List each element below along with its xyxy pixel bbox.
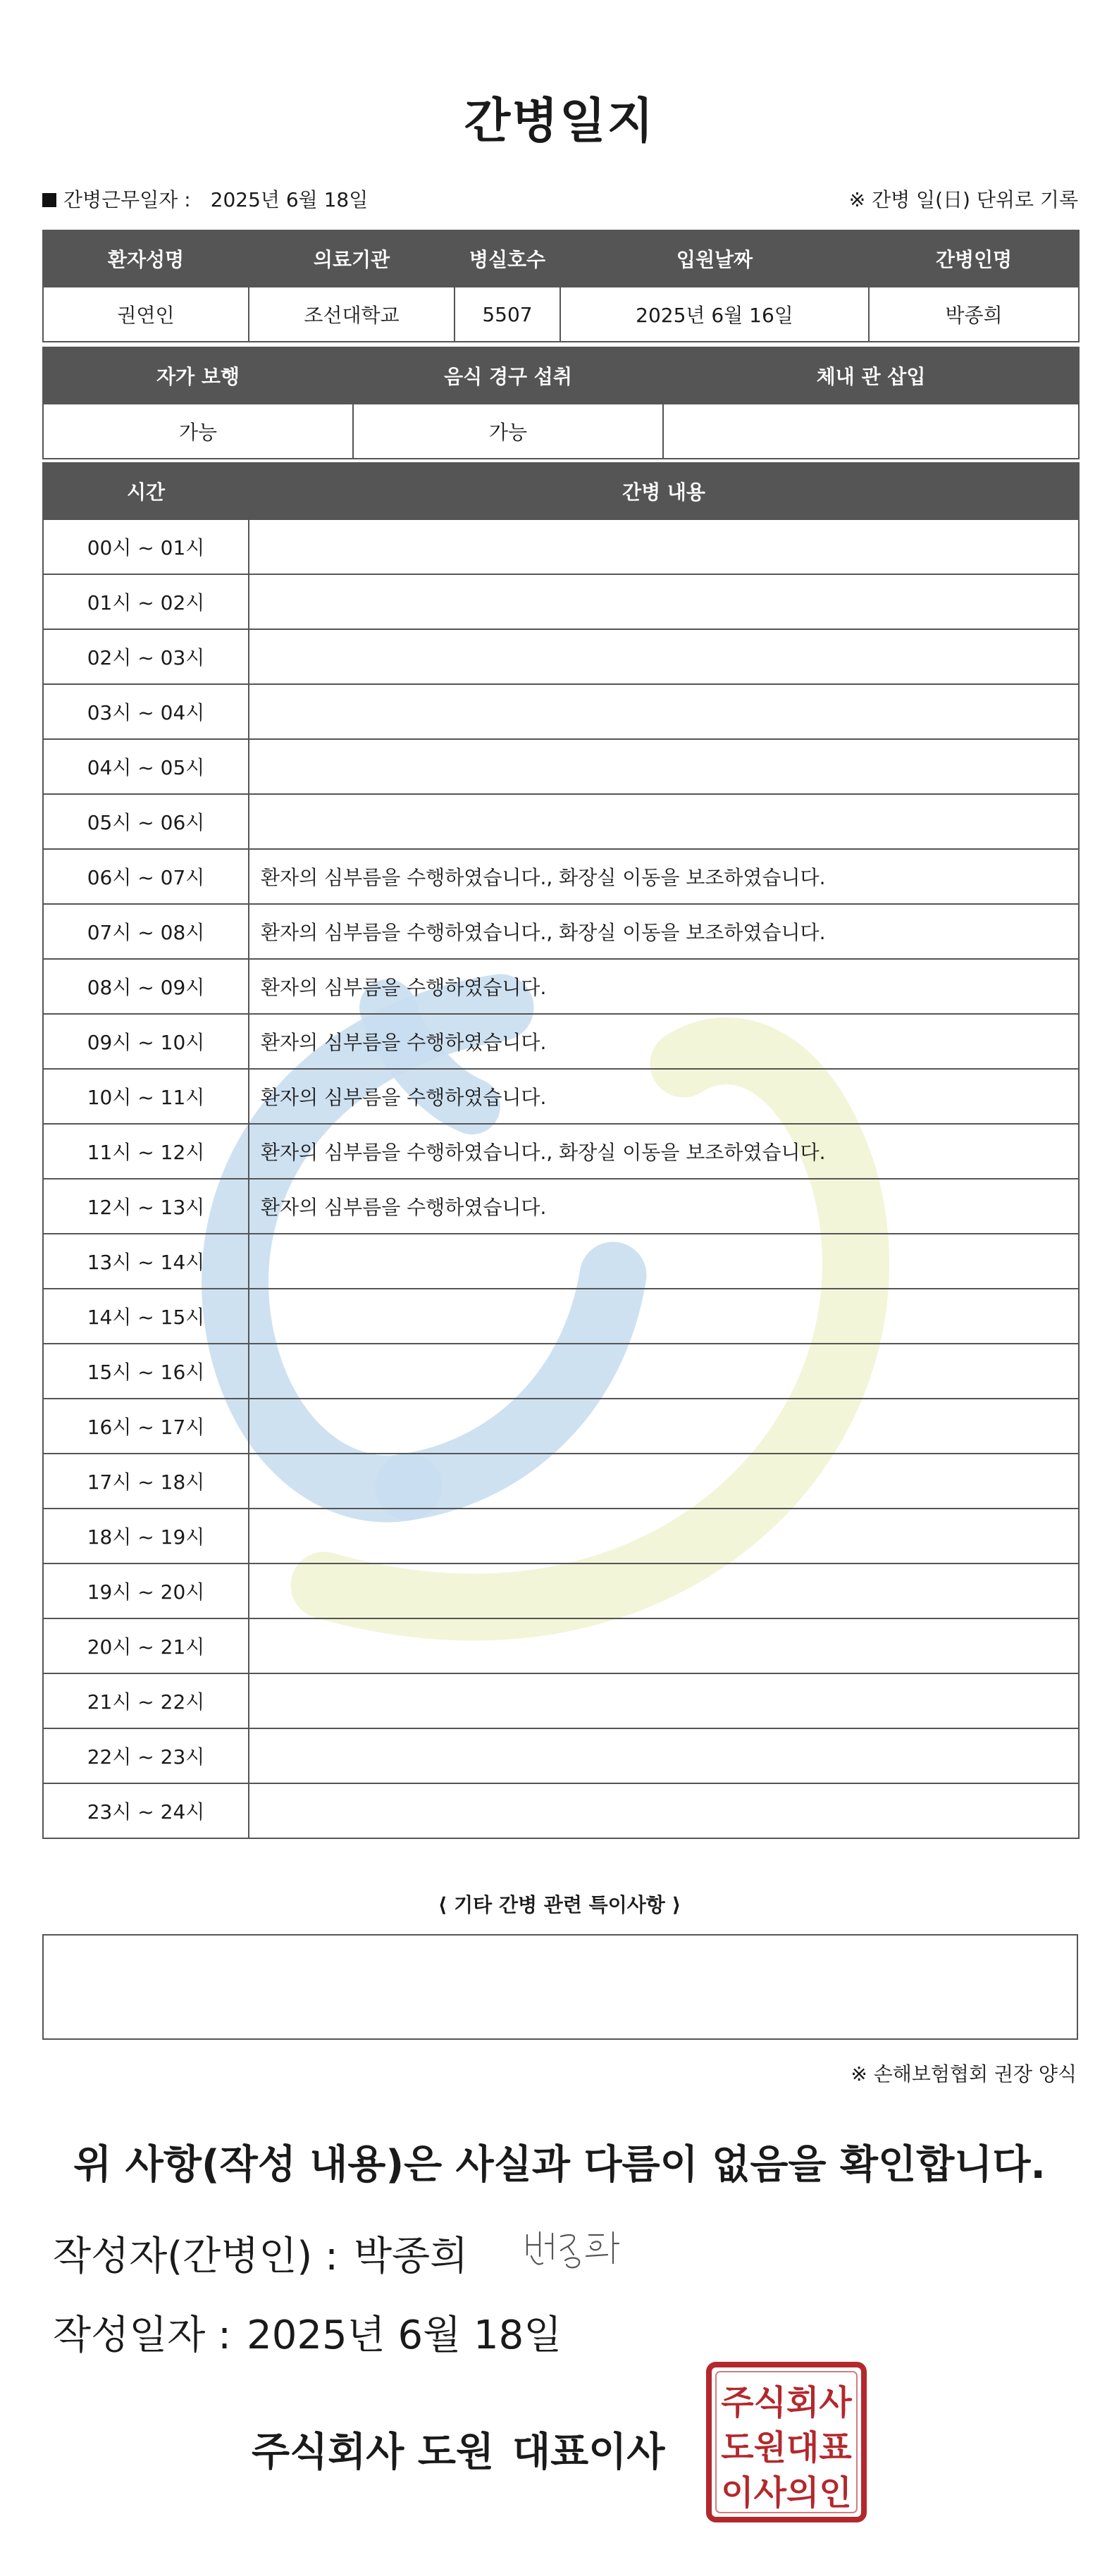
table-row <box>43 629 1079 684</box>
time-cell: 06시 ~ 07시 <box>43 849 249 904</box>
care-content-cell <box>249 684 1079 739</box>
writer-label: 작성자(간병인) : <box>53 2234 338 2279</box>
care-content-cell <box>249 1289 1079 1344</box>
care-content-cell: 환자의 심부름을 수행하였습니다. <box>249 1069 1079 1124</box>
table-row <box>43 1179 1079 1234</box>
time-cell: 03시 ~ 04시 <box>43 684 249 739</box>
time-cell: 17시 ~ 18시 <box>43 1454 249 1509</box>
table-row <box>43 1069 1079 1124</box>
header-tube-insertion: 체내 관 삽입 <box>663 347 1079 404</box>
company-name: 주식회사 도원 <box>252 2429 495 2475</box>
black-square-icon <box>42 193 56 207</box>
care-content-cell <box>249 519 1079 574</box>
time-cell: 01시 ~ 02시 <box>43 574 249 629</box>
care-content-cell <box>249 794 1079 849</box>
header-care-content: 간병 내용 <box>249 463 1079 519</box>
care-content-cell <box>249 1618 1079 1673</box>
care-content-cell <box>249 1344 1079 1399</box>
hospital-name: 조선대학교 <box>249 287 455 342</box>
time-cell: 19시 ~ 20시 <box>43 1563 249 1618</box>
table-row <box>43 1344 1079 1399</box>
header-time: 시간 <box>43 463 249 519</box>
care-content-cell: 환자의 심부름을 수행하였습니다., 화장실 이동을 보조하였습니다. <box>249 904 1079 959</box>
time-cell: 00시 ~ 01시 <box>43 519 249 574</box>
time-cell: 12시 ~ 13시 <box>43 1179 249 1234</box>
time-cell: 07시 ~ 08시 <box>43 904 249 959</box>
time-cell: 10시 ~ 11시 <box>43 1069 249 1124</box>
care-content-cell <box>249 1399 1079 1454</box>
time-cell: 14시 ~ 15시 <box>43 1289 249 1344</box>
table-row <box>43 1673 1079 1728</box>
table-row <box>43 1783 1079 1838</box>
header-patient-name: 환자성명 <box>43 230 249 287</box>
company-line <box>252 2421 664 2477</box>
table-row <box>43 1728 1079 1783</box>
care-content-cell <box>249 1509 1079 1563</box>
care-content-cell <box>249 1563 1079 1618</box>
seal-line-3: 이사의인 <box>721 2473 852 2513</box>
care-content-cell <box>249 1783 1079 1838</box>
table-row <box>43 1234 1079 1289</box>
write-date-value: 2025년 6월 18일 <box>247 2312 562 2358</box>
representative-title: 대표이사 <box>512 2429 665 2475</box>
notes-box <box>42 1934 1078 2040</box>
admission-date: 2025년 6월 16일 <box>560 287 869 342</box>
patient-table <box>42 230 1080 342</box>
care-content-cell <box>249 1673 1079 1728</box>
patient-name: 권연인 <box>43 287 249 342</box>
table-row <box>43 1509 1079 1563</box>
time-cell: 02시 ~ 03시 <box>43 629 249 684</box>
table-row <box>43 519 1079 574</box>
record-note: ※ 간병 일(日) 단위로 기록 <box>848 188 1078 211</box>
time-cell: 15시 ~ 16시 <box>43 1344 249 1399</box>
header-caregiver: 간병인명 <box>869 230 1079 287</box>
care-content-cell: 환자의 심부름을 수행하였습니다., 화장실 이동을 보조하였습니다. <box>249 849 1079 904</box>
caregiver-name: 박종희 <box>869 287 1079 342</box>
table-row <box>43 1399 1079 1454</box>
time-cell: 18시 ~ 19시 <box>43 1509 249 1563</box>
write-date-label: 작성일자 : <box>53 2312 232 2358</box>
header-admission-date: 입원날짜 <box>560 230 869 287</box>
document-title: 간병일지 <box>464 94 655 149</box>
time-cell: 20시 ~ 21시 <box>43 1618 249 1673</box>
writer-line <box>53 2225 468 2281</box>
notes-title: ⟨ 기타 간병 관련 특이사항 ⟩ <box>438 1893 681 1916</box>
oral-intake-value: 가능 <box>353 404 663 459</box>
care-content-cell <box>249 1728 1079 1783</box>
table-row <box>43 959 1079 1014</box>
care-content-cell <box>249 739 1079 794</box>
header-hospital: 의료기관 <box>249 230 455 287</box>
time-cell: 21시 ~ 22시 <box>43 1673 249 1728</box>
time-cell: 05시 ~ 06시 <box>43 794 249 849</box>
handwritten-signature <box>521 2219 634 2276</box>
seal-line-2: 도원대표 <box>721 2428 852 2467</box>
header-room: 병실호수 <box>455 230 560 287</box>
confirmation-statement: 위 사항(작성 내용)은 사실과 다름이 없음을 확인합니다. <box>73 2142 1046 2188</box>
work-date-label: 간병근무일자 : <box>63 188 191 211</box>
care-content-cell: 환자의 심부름을 수행하였습니다. <box>249 1179 1079 1234</box>
time-cell: 11시 ~ 12시 <box>43 1124 249 1179</box>
table-row <box>43 1618 1079 1673</box>
log-table-header-row <box>43 463 1079 519</box>
time-cell: 04시 ~ 05시 <box>43 739 249 794</box>
care-content-cell: 환자의 심부름을 수행하였습니다. <box>249 959 1079 1014</box>
room-number: 5507 <box>455 287 560 342</box>
care-content-cell: 환자의 심부름을 수행하였습니다., 화장실 이동을 보조하였습니다. <box>249 1124 1079 1179</box>
table-row <box>43 1563 1079 1618</box>
time-cell: 13시 ~ 14시 <box>43 1234 249 1289</box>
header-oral-intake: 음식 경구 섭취 <box>353 347 663 404</box>
table-row <box>43 904 1079 959</box>
care-content-cell <box>249 1234 1079 1289</box>
company-seal-stamp <box>705 2360 868 2524</box>
time-cell: 08시 ~ 09시 <box>43 959 249 1014</box>
table-row <box>43 794 1079 849</box>
writer-name: 박종희 <box>353 2234 469 2279</box>
self-walking-value: 가능 <box>43 404 353 459</box>
time-cell: 23시 ~ 24시 <box>43 1783 249 1838</box>
seal-line-1: 주식회사 <box>721 2383 852 2422</box>
form-source-note: ※ 손해보험협회 권장 양식 <box>851 2062 1077 2086</box>
table-row <box>43 1014 1079 1069</box>
work-date-info <box>42 185 368 213</box>
time-cell: 16시 ~ 17시 <box>43 1399 249 1454</box>
table-row <box>43 574 1079 629</box>
care-content-cell <box>249 1454 1079 1509</box>
care-log-table <box>42 462 1080 1839</box>
patient-table-header-row <box>43 230 1079 287</box>
table-row <box>43 1124 1079 1179</box>
time-cell: 22시 ~ 23시 <box>43 1728 249 1783</box>
tube-insertion-value <box>663 404 1079 459</box>
info-row <box>42 185 1078 213</box>
time-cell: 09시 ~ 10시 <box>43 1014 249 1069</box>
status-table-header-row <box>43 347 1079 404</box>
status-table-value-row <box>43 404 1079 459</box>
table-row <box>43 849 1079 904</box>
status-table <box>42 347 1080 459</box>
care-content-cell <box>249 574 1079 629</box>
care-content-cell: 환자의 심부름을 수행하였습니다. <box>249 1014 1079 1069</box>
write-date-line <box>53 2304 562 2360</box>
header-self-walking: 자가 보행 <box>43 347 353 404</box>
work-date-value: 2025년 6월 18일 <box>210 188 369 211</box>
table-row <box>43 739 1079 794</box>
patient-table-value-row <box>43 287 1079 342</box>
table-row <box>43 684 1079 739</box>
table-row <box>43 1454 1079 1509</box>
care-content-cell <box>249 629 1079 684</box>
table-row <box>43 1289 1079 1344</box>
